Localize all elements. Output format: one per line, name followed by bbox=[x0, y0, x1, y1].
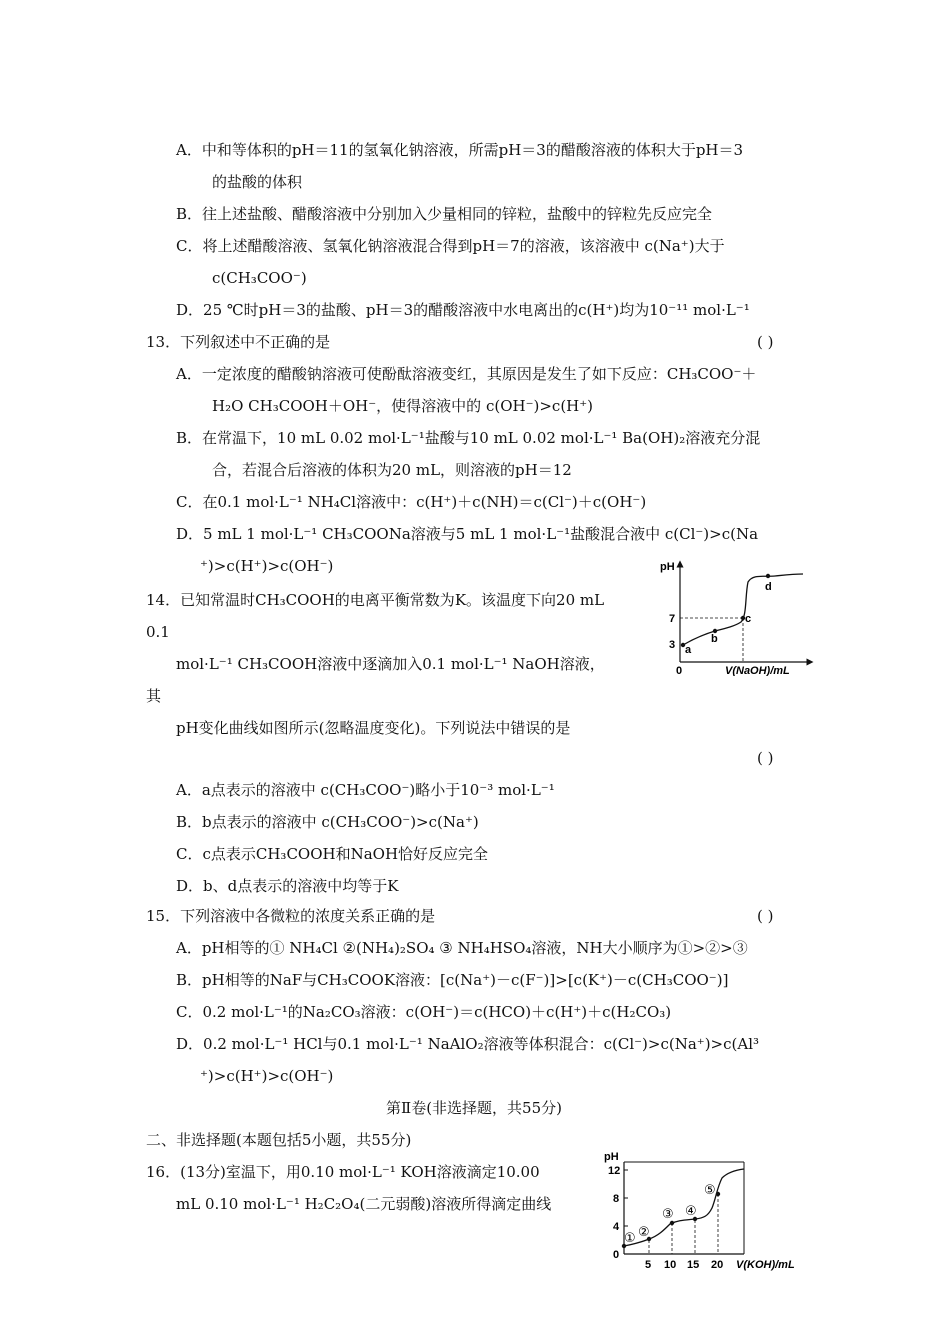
q14-stem-line4: 其 bbox=[146, 687, 162, 705]
q13-option-d-line1: D．5 mL 1 mol·L⁻¹ CH₃COONa溶液与5 mL 1 mol·L⁻¹盐酸混合液中 c(Cl⁻)>c(Na bbox=[176, 525, 759, 543]
q14-tick-7: 7 bbox=[669, 613, 676, 625]
q16-point-3 bbox=[670, 1221, 674, 1225]
q14-option-a: A．a点表示的溶液中 c(CH₃COO⁻)略小于10⁻³ mol·L⁻¹ bbox=[176, 781, 555, 799]
q13-option-a-line2: H₂O CH₃COOH＋OH⁻，使得溶液中的 c(OH⁻)>c(H⁺) bbox=[212, 397, 594, 415]
q15-answer-paren: ( ) bbox=[757, 907, 774, 925]
q14-label-d: d bbox=[765, 581, 772, 593]
part2-title: 第Ⅱ卷(非选择题，共55分) bbox=[386, 1099, 562, 1117]
q16-xtick-10: 10 bbox=[664, 1259, 677, 1271]
q16-label-3: ③ bbox=[662, 1206, 674, 1221]
q12-option-d: D．25 ℃时pH＝3的盐酸、pH＝3的醋酸溶液中水电离出的c(H⁺)均为10⁻¹¹ mol·L⁻¹ bbox=[176, 301, 750, 319]
part2-section-heading: 二、非选择题(本题包括5小题，共55分) bbox=[146, 1131, 412, 1149]
q14-option-b: B．b点表示的溶液中 c(CH₃COO⁻)>c(Na⁺) bbox=[176, 813, 479, 831]
q14-x-label: V(NaOH)/mL bbox=[725, 665, 790, 676]
q15-option-d-line1: D．0.2 mol·L⁻¹ HCl与0.1 mol·L⁻¹ NaAlO₂溶液等体积混合：c(Cl⁻)>c(Na⁺)>c(Al³ bbox=[176, 1035, 760, 1053]
q16-label-5: ⑤ bbox=[704, 1182, 716, 1197]
q16-stem-line2: mL 0.10 mol·L⁻¹ H₂C₂O₄(二元弱酸)溶液所得滴定曲线 bbox=[176, 1195, 552, 1213]
q12-option-a-line2: 的盐酸的体积 bbox=[212, 173, 303, 191]
q15-option-b: B．pH相等的NaF与CH₃COOK溶液：[c(Na⁺)－c(F⁻)]>[c(K⁺)－c(CH₃COO⁻)] bbox=[176, 971, 729, 989]
q16-xtick-20: 20 bbox=[711, 1259, 724, 1271]
q16-xtick-5: 5 bbox=[645, 1259, 652, 1271]
q13-option-b-line1: B．在常温下，10 mL 0.02 mol·L⁻¹盐酸与10 mL 0.02 mol·L⁻¹ Ba(OH)₂溶液充分混 bbox=[176, 429, 761, 447]
q14-stem-line5: pH变化曲线如图所示(忽略温度变化)。下列说法中错误的是 bbox=[176, 719, 571, 737]
q14-label-a: a bbox=[685, 644, 692, 656]
q16-ytick-8: 8 bbox=[613, 1193, 620, 1205]
q14-stem-line1: 14．已知常温时CH₃COOH的电离平衡常数为K。该温度下向20 mL bbox=[146, 591, 605, 609]
q15-option-d-line2: ⁺)>c(H⁺)>c(OH⁻) bbox=[200, 1067, 334, 1085]
q14-label-c: c bbox=[745, 613, 752, 625]
q13-option-c: C．在0.1 mol·L⁻¹ NH₄Cl溶液中：c(H⁺)＋c(NH)＝c(Cl⁻)＋c(OH⁻) bbox=[176, 493, 647, 511]
q16-stem-line1: 16．(13分)室温下，用0.10 mol·L⁻¹ KOH溶液滴定10.00 bbox=[146, 1163, 540, 1181]
q15-stem: 15．下列溶液中各微粒的浓度关系正确的是 bbox=[146, 907, 436, 925]
q16-point-5 bbox=[716, 1192, 720, 1196]
q14-stem-line2: 0.1 bbox=[146, 623, 170, 641]
q12-option-c-line2: c(CH₃COO⁻) bbox=[212, 269, 307, 287]
q16-label-1: ① bbox=[624, 1230, 636, 1245]
q16-xtick-15: 15 bbox=[687, 1259, 700, 1271]
q12-option-c-line1: C．将上述醋酸溶液、氢氧化钠溶液混合得到pH＝7的溶液，该溶液中 c(Na⁺)大于 bbox=[176, 237, 725, 255]
q16-label-2: ② bbox=[638, 1224, 650, 1239]
q14-option-c: C．c点表示CH₃COOH和NaOH恰好反应完全 bbox=[176, 845, 489, 863]
q16-label-4: ④ bbox=[685, 1203, 697, 1218]
q16-y-label: pH bbox=[604, 1151, 619, 1163]
q13-option-b-line2: 合，若混合后溶液的体积为20 mL，则溶液的pH＝12 bbox=[212, 461, 572, 479]
q16-ytick-0: 0 bbox=[613, 1249, 620, 1261]
q14-stem-line3: mol·L⁻¹ CH₃COOH溶液中逐滴加入0.1 mol·L⁻¹ NaOH溶液， bbox=[176, 655, 605, 673]
q14-point-d bbox=[766, 574, 770, 578]
q14-label-b: b bbox=[711, 633, 718, 645]
q13-option-a-line1: A．一定浓度的醋酸钠溶液可使酚酞溶液变红，其原因是发生了如下反应：CH₃COO⁻＋ bbox=[176, 365, 757, 383]
q13-answer-paren: ( ) bbox=[757, 333, 774, 351]
q15-option-c: C．0.2 mol·L⁻¹的Na₂CO₃溶液：c(OH⁻)＝c(HCO)＋c(H⁺)＋c(H₂CO₃) bbox=[176, 1003, 672, 1021]
q14-tick-3: 3 bbox=[669, 639, 676, 651]
q14-origin-label: 0 bbox=[676, 665, 683, 676]
q13-stem: 13．下列叙述中不正确的是 bbox=[146, 333, 331, 351]
q13-option-d-line2: ⁺)>c(H⁺)>c(OH⁻) bbox=[200, 557, 334, 575]
q16-ytick-4: 4 bbox=[613, 1221, 620, 1233]
q12-option-b: B．往上述盐酸、醋酸溶液中分别加入少量相同的锌粒，盐酸中的锌粒先反应完全 bbox=[176, 205, 713, 223]
q14-ph-curve-figure bbox=[655, 556, 815, 676]
q15-option-a: A．pH相等的① NH₄Cl ②(NH₄)₂SO₄ ③ NH₄HSO₄溶液，NH大小顺序为①>②>③ bbox=[176, 939, 748, 957]
q16-ytick-12: 12 bbox=[608, 1165, 621, 1177]
q16-titration-curve-figure bbox=[598, 1150, 810, 1274]
q14-y-label: pH bbox=[660, 561, 675, 573]
q12-option-a-line1: A．中和等体积的pH＝11的氢氧化钠溶液，所需pH＝3的醋酸溶液的体积大于pH＝3 bbox=[176, 141, 744, 159]
q16-x-label: V(KOH)/mL bbox=[736, 1259, 795, 1271]
q14-answer-paren: ( ) bbox=[757, 749, 774, 767]
q14-option-d: D．b、d点表示的溶液中均等于K bbox=[176, 877, 399, 895]
